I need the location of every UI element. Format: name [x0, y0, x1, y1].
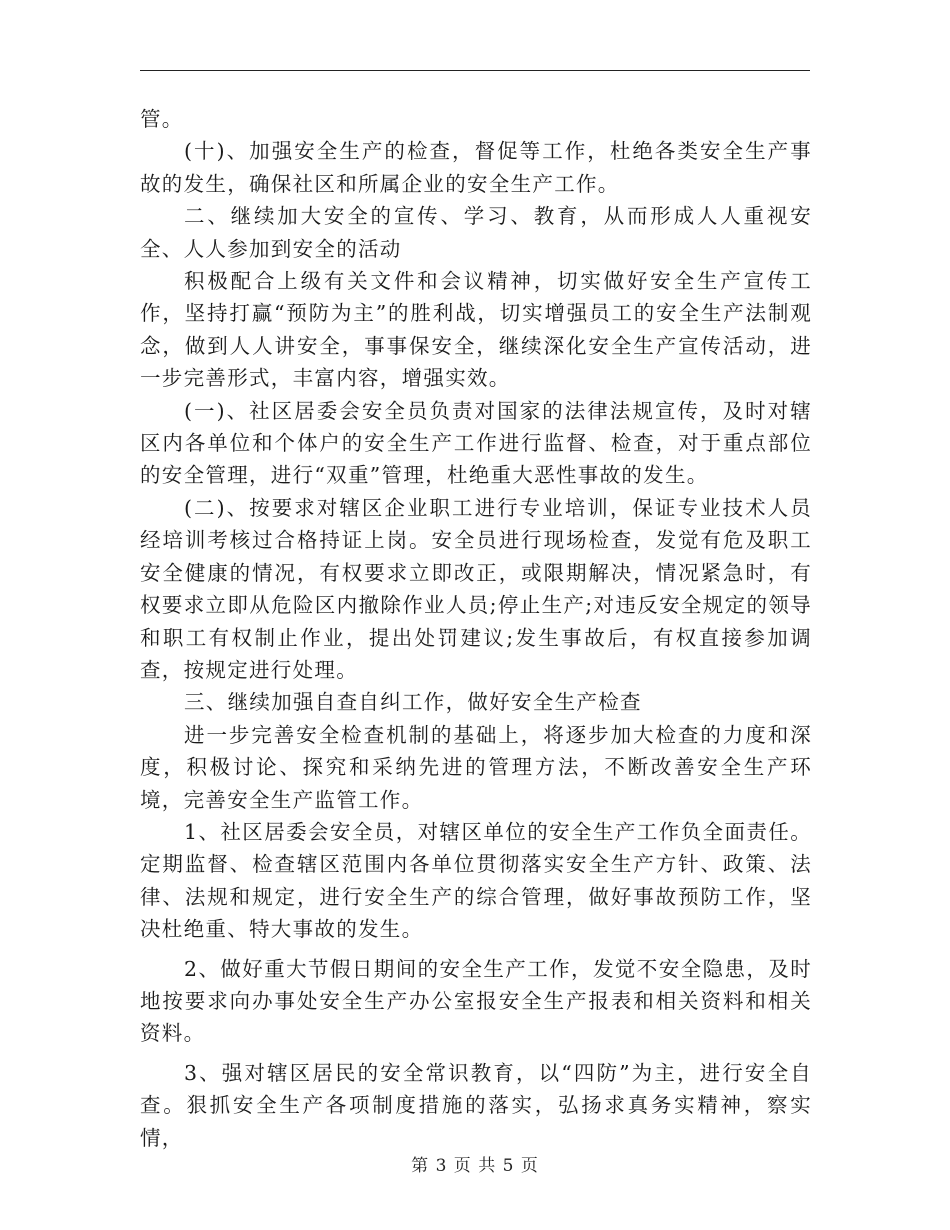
paragraph-8: 进一步完善安全检查机制的基础上，将逐步加大检查的力度和深度，积极讨论、探究和采纳先进的管理方法，不断改善安全生产环境，完善安全生产监管工作。: [140, 722, 812, 812]
paragraph-9: 1、社区居委会安全员，对辖区单位的安全生产工作负全面责任。定期监督、检查辖区范围内各单位贯彻落实安全生产方针、政策、法律、法规和规定，进行安全生产的综合管理，做好事故预防工作，坚决杜绝重、特大事故的发生。: [140, 819, 812, 942]
paragraph-7: 三、继续加强自查自纠工作，做好安全生产检查: [184, 690, 642, 715]
paragraph-3: 二、继续加大安全的宣传、学习、教育，从而形成人人重视安全、人人参加到安全的活动: [140, 204, 812, 261]
paragraph-4: 积极配合上级有关文件和会议精神，切实做好安全生产宣传工作，坚持打赢“预防为主”的胜利战，切实增强员工的安全生产法制观念，做到人人讲安全，事事保安全，继续深化安全生产宣传活动，进一步完善形式，丰富内容，增强实效。: [140, 269, 812, 391]
document-body: [140, 103, 812, 1154]
page-number-footer: 第 3 页 共 5 页: [411, 1156, 539, 1176]
paragraph-10: 2、做好重大节假日期间的安全生产工作，发觉不安全隐患，及时地按要求向办事处安全生产办公室报安全生产报表和相关资料和相关资料。: [140, 956, 812, 1046]
paragraph-5: (一)、社区居委会安全员负责对国家的法律法规宣传，及时对辖区内各单位和个体户的安全生产工作进行监督、检查，对于重点部位的安全管理，进行“双重”管理，杜绝重大恶性事故的发生。: [140, 398, 812, 488]
paragraph-1: 管。: [140, 107, 184, 131]
paragraph-11: 3、强对辖区居民的安全常识教育，以“四防”为主，进行安全自查。狠抓安全生产各项制度措施的落实，弘扬求真务实精神，察实情，: [140, 1060, 812, 1150]
paragraph-6: (二)、按要求对辖区企业职工进行专业培训，保证专业技术人员经培训考核过合格持证上岗。安全员进行现场检查，发觉有危及职工安全健康的情况，有权要求立即改正，或限期解决，情况紧急时，有权要求立即从危险区内撤除作业人员;停止生产;对违反安全规定的领导和职工有权制止作业，提出处罚建议;发生事故后，有权直接参加调查，按规定进行处理。: [140, 495, 812, 682]
header-rule: [140, 70, 810, 71]
paragraph-2: (十)、加强安全生产的检查，督促等工作，杜绝各类安全生产事故的发生，确保社区和所属企业的安全生产工作。: [140, 139, 812, 196]
